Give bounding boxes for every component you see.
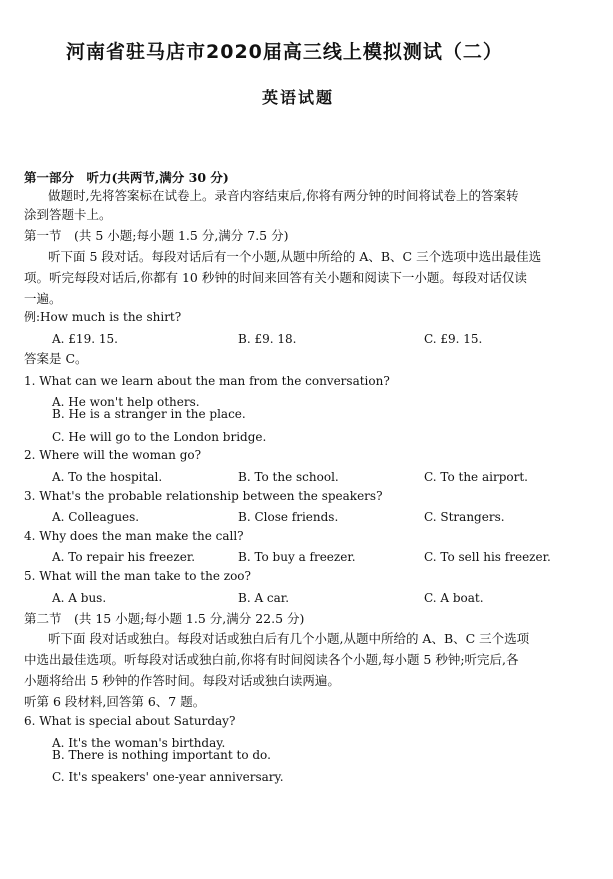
question-6-option-b: B. There is nothing important to do. <box>52 748 271 762</box>
question-1-option-c: C. He will go to the London bridge. <box>52 430 267 444</box>
question-3-option-b: B. Close friends. <box>238 510 339 524</box>
question-5-option-c: C. A boat. <box>424 591 484 605</box>
section2-intro-line: 小题将给出 5 秒钟的作答时间。每段对话或独白读两遍。 <box>24 673 340 688</box>
section2-material: 听第 6 段材料,回答第 6、7 题。 <box>24 694 206 709</box>
part1-intro-line: 涂到答题卡上。 <box>24 207 112 222</box>
question-3-option-a: A. Colleagues. <box>52 510 140 524</box>
section1-intro-line: 听下面 5 段对话。每段对话后有一个小题,从题中所给的 A、B、C 三个选项中选出最佳选 <box>48 249 542 264</box>
section2-heading: 第二节 (共 15 小题;每小题 1.5 分,满分 22.5 分) <box>24 611 305 626</box>
part1-heading: 第一部分 听力(共两节,满分 30 分) <box>24 170 229 185</box>
page-title: 河南省驻马店市2020届高三线上模拟测试（二） <box>66 41 503 63</box>
question-4-option-a: A. To repair his freezer. <box>52 550 196 564</box>
question-4-option-b: B. To buy a freezer. <box>238 550 356 564</box>
example-option-b: B. £9. 18. <box>238 332 297 346</box>
question-5-option-a: A. A bus. <box>52 591 107 605</box>
page-subtitle: 英语试题 <box>262 88 335 107</box>
question-2-option-c: C. To the airport. <box>424 470 528 484</box>
section1-intro-line: 一遍。 <box>24 291 62 306</box>
question-3: 3. What's the probable relationship between the speakers? <box>24 489 383 503</box>
question-1-option-a: A. He won't help others. <box>52 395 200 409</box>
example-option-a: A. £19. 15. <box>52 332 118 346</box>
section1-intro-line: 项。听完每段对话后,你都有 10 秒钟的时间来回答有关小题和阅读下一小题。每段对话仅读 <box>24 270 527 285</box>
example-question: 例:How much is the shirt? <box>24 310 182 324</box>
question-1-option-b: B. He is a stranger in the place. <box>52 407 246 421</box>
question-4: 4. Why does the man make the call? <box>24 529 244 543</box>
question-2-option-a: A. To the hospital. <box>52 470 163 484</box>
question-5-option-b: B. A car. <box>238 591 290 605</box>
question-4-option-c: C. To sell his freezer. <box>424 550 551 564</box>
question-6-option-c: C. It's speakers' one-year anniversary. <box>52 770 284 784</box>
question-6: 6. What is special about Saturday? <box>24 714 236 728</box>
section2-intro-line: 听下面 段对话或独白。每段对话或独白后有几个小题,从题中所给的 A、B、C 三个选项 <box>48 631 530 646</box>
question-5: 5. What will the man take to the zoo? <box>24 569 251 583</box>
question-3-option-c: C. Strangers. <box>424 510 505 524</box>
example-answer: 答案是 C。 <box>24 351 88 366</box>
section1-heading: 第一节 (共 5 小题;每小题 1.5 分,满分 7.5 分) <box>24 228 289 243</box>
question-6-option-a: A. It's the woman's birthday. <box>52 736 226 750</box>
question-1: 1. What can we learn about the man from the conversation? <box>24 374 390 388</box>
example-option-c: C. £9. 15. <box>424 332 483 346</box>
question-2: 2. Where will the woman go? <box>24 448 202 462</box>
part1-intro-line: 做题时,先将答案标在试卷上。录音内容结束后,你将有两分钟的时间将试卷上的答案转 <box>48 188 519 203</box>
question-2-option-b: B. To the school. <box>238 470 339 484</box>
section2-intro-line: 中选出最佳选项。听每段对话或独白前,你将有时间阅读各个小题,每小题 5 秒钟;听完后,各 <box>24 652 519 667</box>
